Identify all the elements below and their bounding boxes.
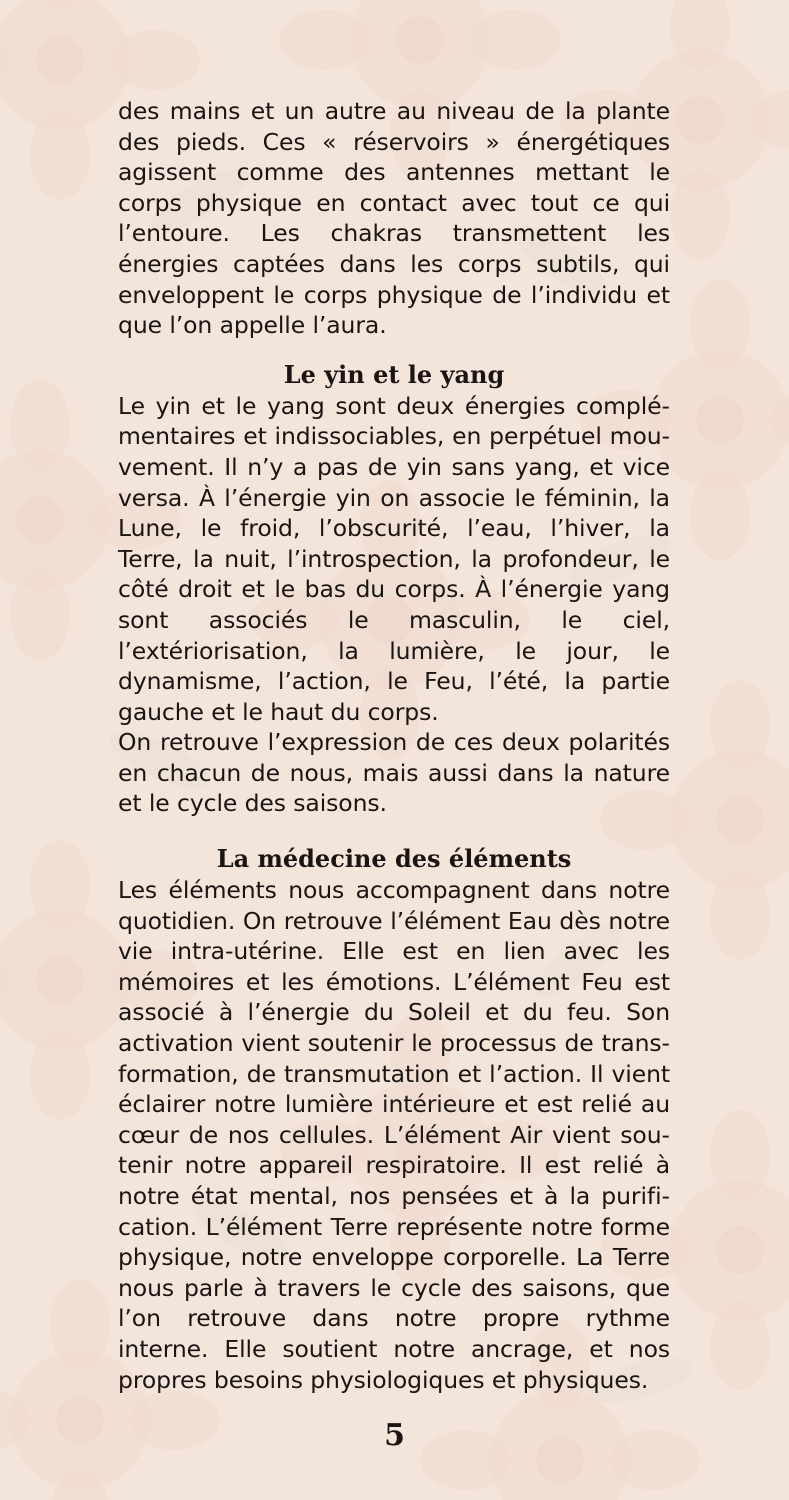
section-title-yin-yang: Le yin et le yang — [283, 359, 505, 389]
page-content — [118, 96, 670, 1395]
section-paragraph: On retrouve l’expression de ces deux polarités en chacun de nous, mais aussi dans la nature et le cycle des saisons. — [118, 728, 670, 818]
spacer — [118, 341, 670, 359]
section-title-medecine-elements: La médecine des éléments — [216, 844, 572, 874]
page-number: 5 — [384, 1418, 405, 1453]
section-paragraph: Les éléments nous accompagnent dans notre quotidien. On retrouve l’élément Eau dès notre vie intra-utérine. Elle est en lien avec les mémoires et les émotions. L’élément Feu est associé à l’énergie du Soleil et du feu. Son activation vient soutenir le processus de transformation, de transmutation et l’action. Il vient éclairer notre lumière intérieure et est relié au cœur de nos cellules. L’élément Air vient soutenir notre appareil respiratoire. Il est relié à notre état mental, nos pensées et à la purification. L’élément Terre représente notre forme physique, notre enveloppe corporelle. La Terre nous parle à travers le cycle des saisons, que l’on retrouve dans notre propre rythme interne. Elle soutient notre ancrage, et nos propres besoins physiologiques et physiques. — [118, 876, 670, 1394]
intro-paragraph: des mains et un autre au niveau de la plante des pieds. Ces « réservoirs » énergétiques agissent comme des antennes mettant le corps physique en contact avec tout ce qui l’entoure. Les chakras transmettent les énergies captées dans les corps subtils, qui enveloppent le corps physique de l’individu et que l’on appelle l’aura. — [118, 97, 670, 340]
spacer — [118, 819, 670, 843]
section-yin-yang — [118, 359, 670, 819]
section-paragraph: Le yin et le yang sont deux énergies complémentaires et indissociables, en perpétuel mouvement. Il n’y a pas de yin sans yang, et vice versa. À l’énergie yin on associe le féminin, la Lune, le froid, l’obscurité, l’eau, l’hiver, la Terre, la nuit, l’introspection, la profondeur, le côté droit et le bas du corps. À l’énergie yang sont associés le masculin, le ciel, l’extériorisation, la lumière, le jour, le dynamisme, l’action, le Feu, l’été, la partie gauche et le haut du corps. — [118, 391, 670, 726]
section-medecine-elements — [118, 843, 670, 1395]
